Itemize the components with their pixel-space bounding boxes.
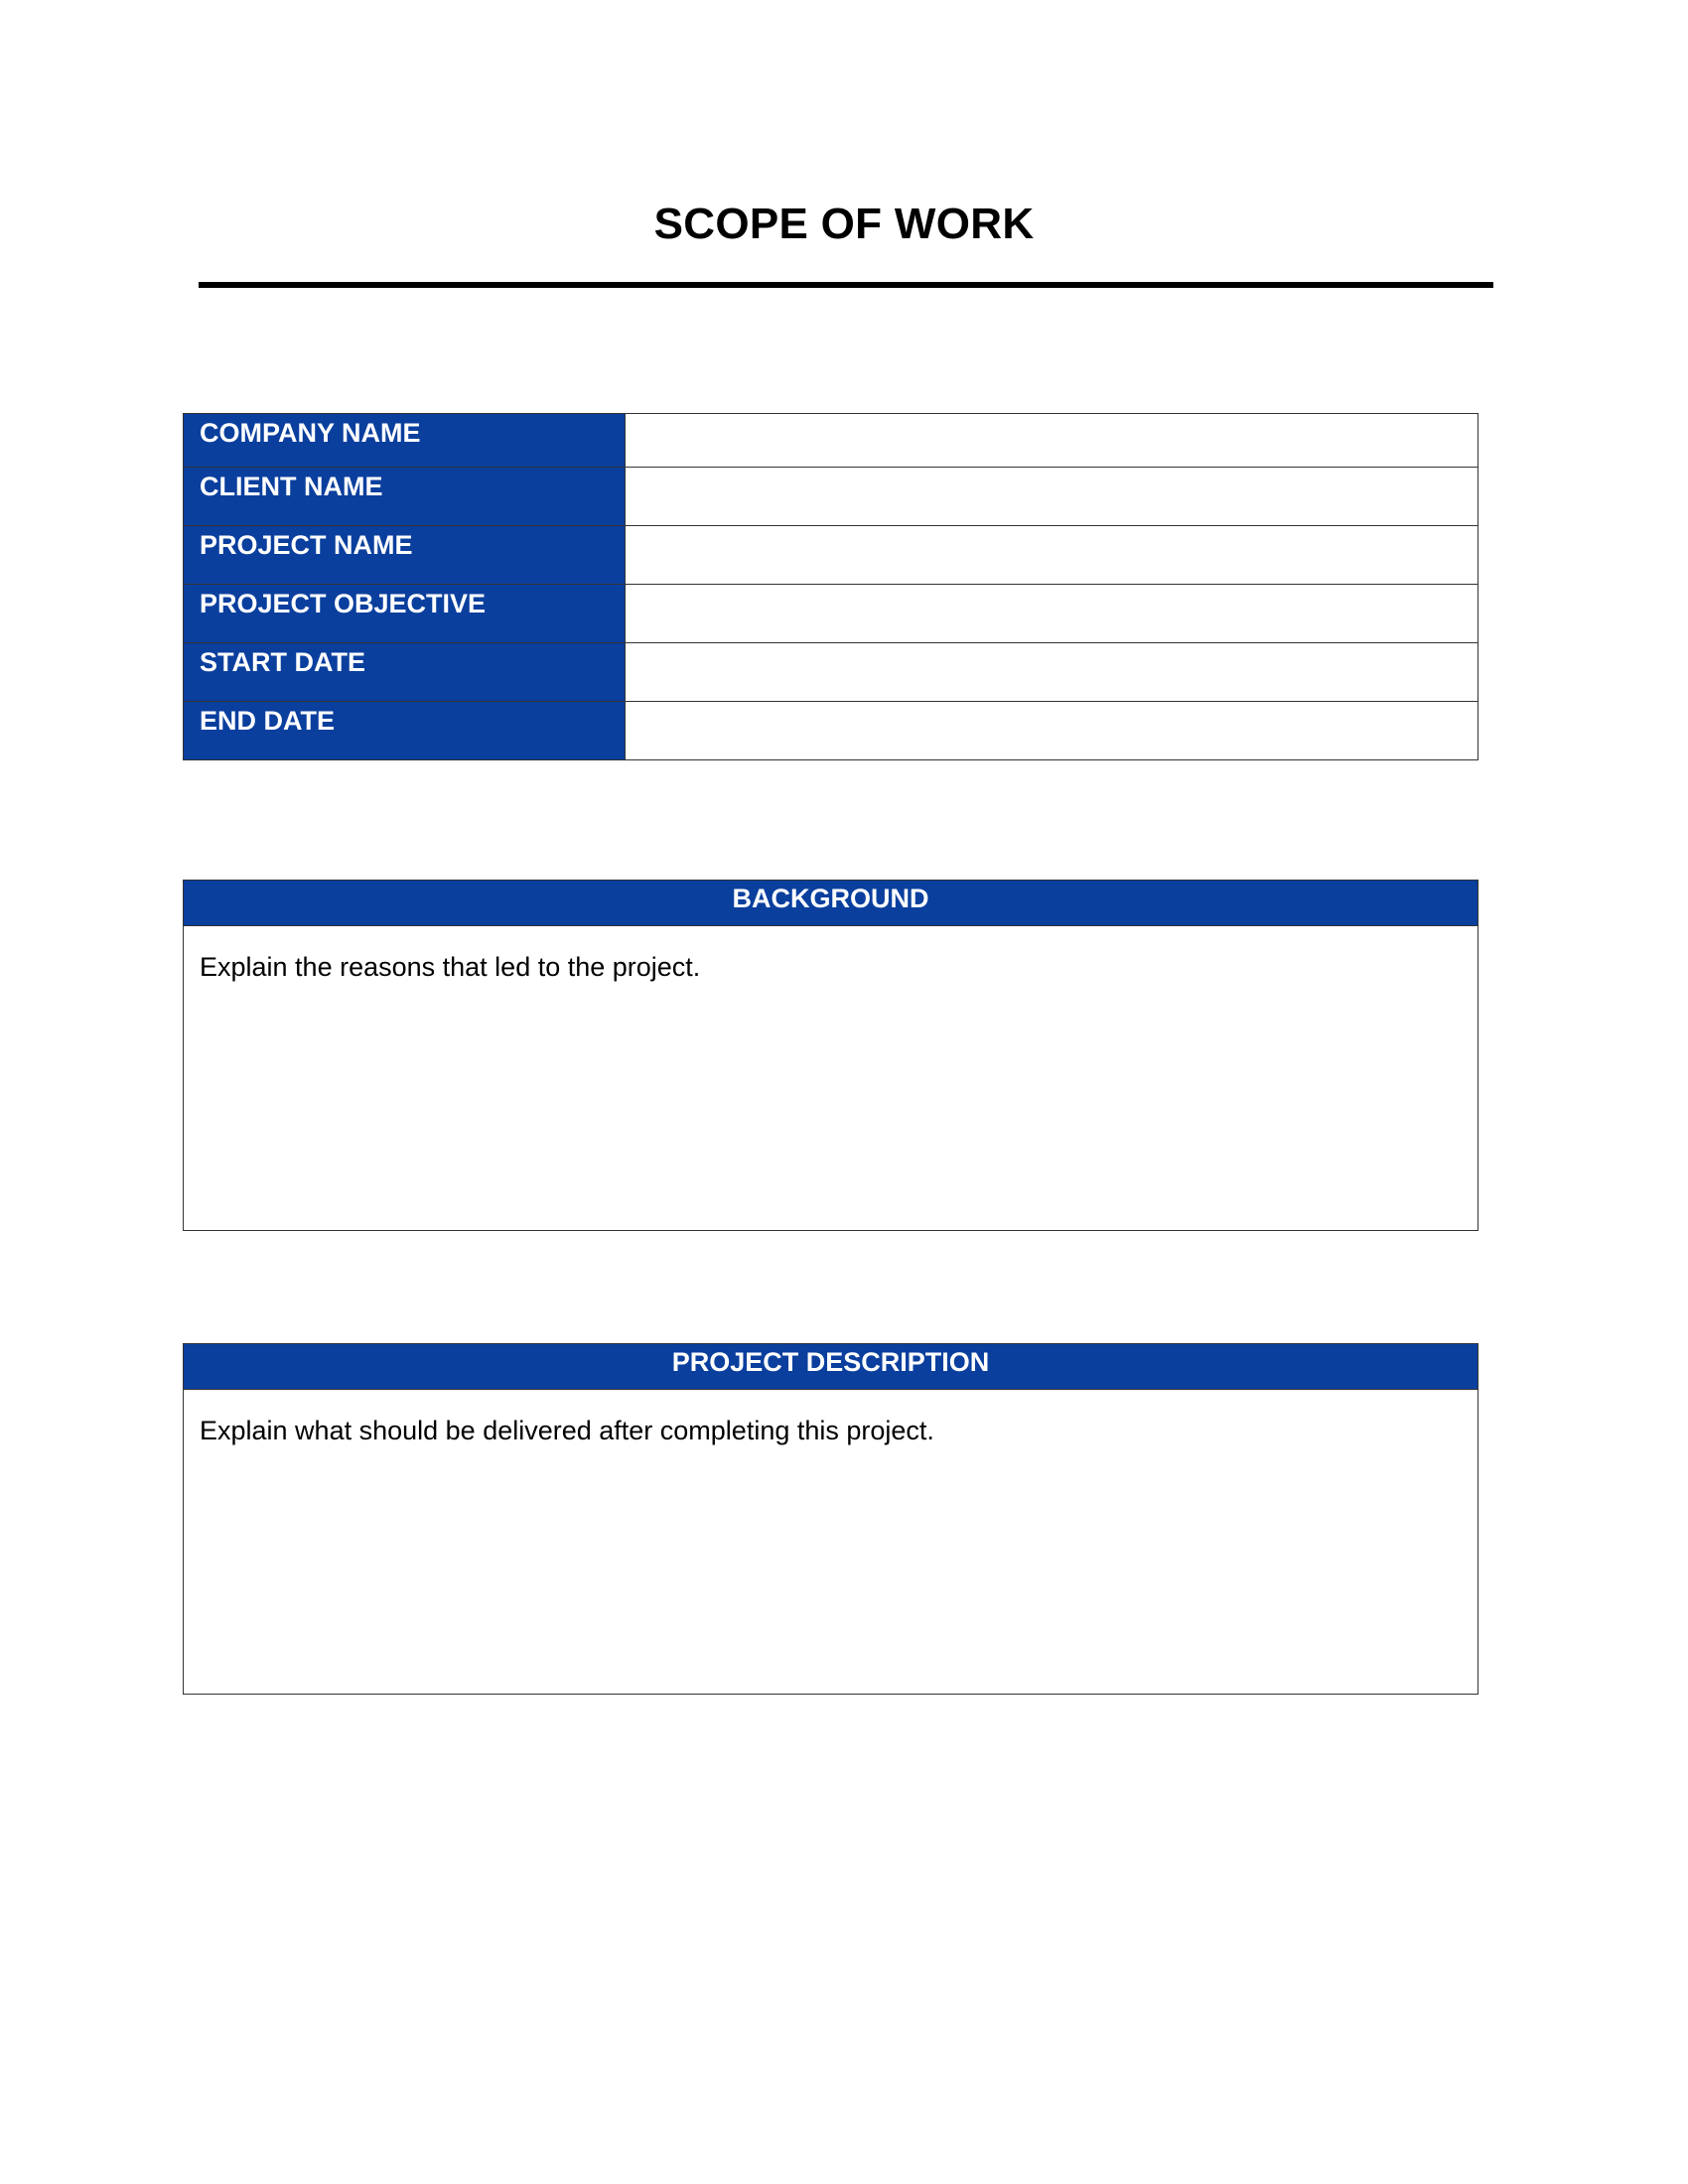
table-row-start-date bbox=[184, 643, 1478, 702]
project-description-heading: PROJECT DESCRIPTION bbox=[184, 1344, 1477, 1390]
project-name-field[interactable] bbox=[626, 526, 1478, 585]
table-row-end-date bbox=[184, 702, 1478, 760]
company-name-field[interactable] bbox=[626, 414, 1478, 468]
end-date-field[interactable] bbox=[626, 702, 1478, 760]
document-title: SCOPE OF WORK bbox=[653, 200, 1035, 248]
title-divider bbox=[199, 282, 1493, 288]
project-info-table bbox=[183, 413, 1478, 760]
table-row-company-name bbox=[184, 414, 1478, 468]
project-objective-field[interactable] bbox=[626, 585, 1478, 643]
project-objective-label: PROJECT OBJECTIVE bbox=[184, 585, 626, 643]
table-row-client-name bbox=[184, 468, 1478, 526]
client-name-field[interactable] bbox=[626, 468, 1478, 526]
project-description-section bbox=[183, 1343, 1478, 1695]
start-date-label: START DATE bbox=[184, 643, 626, 702]
background-heading: BACKGROUND bbox=[184, 881, 1477, 926]
start-date-field[interactable] bbox=[626, 643, 1478, 702]
table-row-project-objective bbox=[184, 585, 1478, 643]
project-name-label: PROJECT NAME bbox=[184, 526, 626, 585]
company-name-label: COMPANY NAME bbox=[184, 414, 626, 468]
background-section bbox=[183, 880, 1478, 1231]
background-text[interactable]: Explain the reasons that led to the project. bbox=[200, 952, 701, 982]
project-description-text[interactable]: Explain what should be delivered after completing this project. bbox=[200, 1416, 934, 1445]
table-row-project-name bbox=[184, 526, 1478, 585]
client-name-label: CLIENT NAME bbox=[184, 468, 626, 526]
end-date-label: END DATE bbox=[184, 702, 626, 760]
